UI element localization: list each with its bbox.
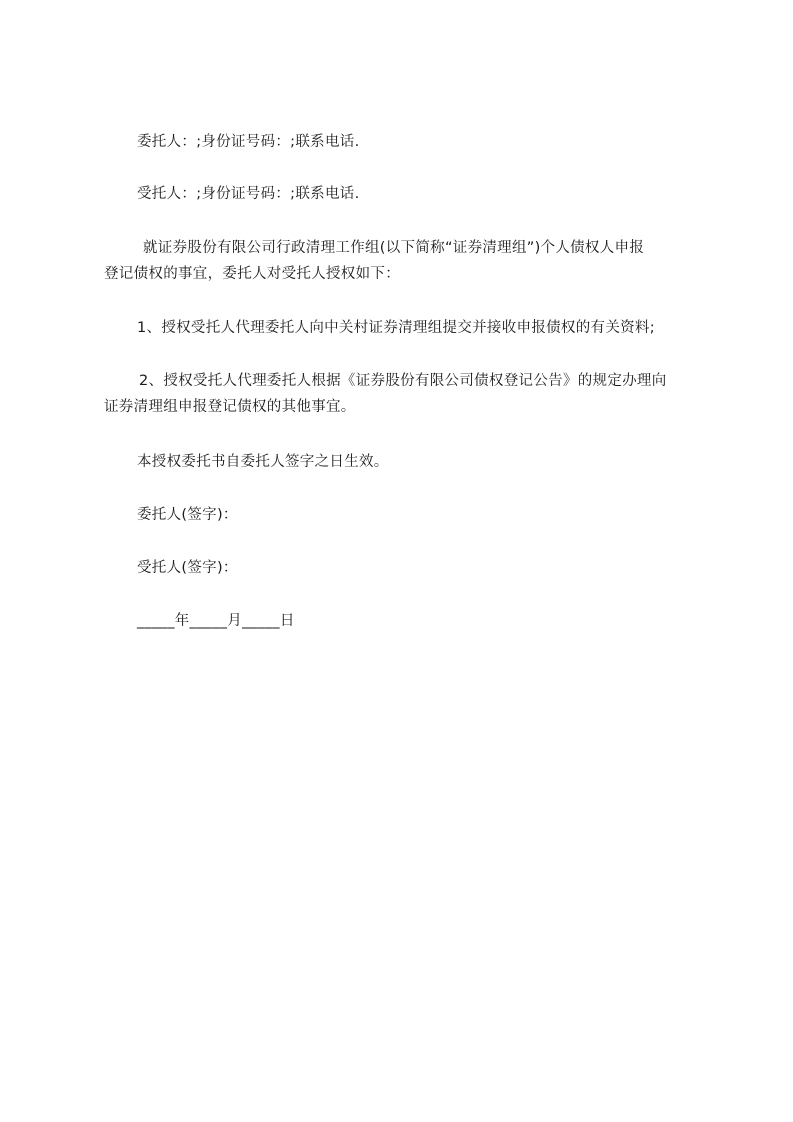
principal-signature-line: 委托人(签字)： — [137, 507, 238, 523]
agent-info-line: 受托人：;身份证号码：;联系电话. — [137, 186, 360, 202]
effective-clause: 本授权委托书自委托人签字之日生效。 — [137, 454, 389, 470]
authorization-item-2-line-2: 证券清理组申报登记债权的其他事宜。 — [104, 399, 356, 415]
date-line: _____年_____月_____日 — [137, 613, 295, 629]
principal-info-line: 委托人：;身份证号码：;联系电话. — [137, 134, 360, 150]
agent-signature-line: 受托人(签字)： — [137, 560, 238, 576]
authorization-item-1: 1、授权受托人代理委托人向中关村证券清理组提交并接收申报债权的有关资料; — [137, 320, 655, 336]
authorization-item-2-line-1: 2、授权受托人代理委托人根据《证券股份有限公司债权登记公告》的规定办理向 — [139, 373, 667, 389]
intro-paragraph-line-1: 就证券股份有限公司行政清理工作组(以下简称“证券清理组”)个人债权人申报 — [143, 240, 645, 256]
intro-paragraph-line-2: 登记债权的事宜，委托人对受托人授权如下： — [104, 266, 400, 282]
